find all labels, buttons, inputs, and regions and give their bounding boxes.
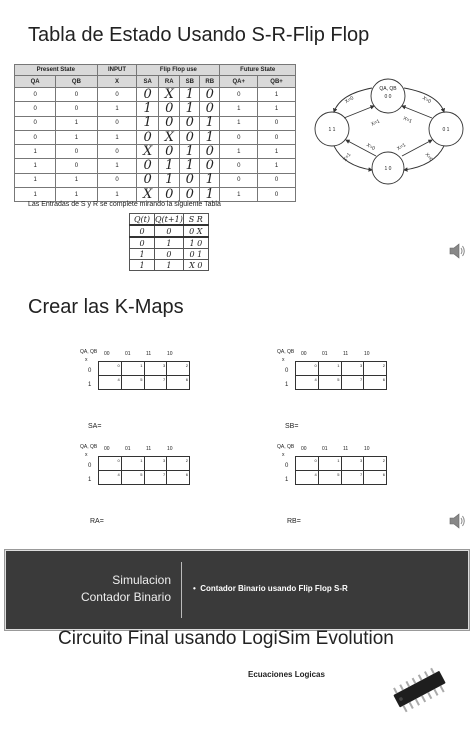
kmap-col-label: 10 [364, 446, 370, 452]
column-header: RA [158, 76, 180, 88]
table-cell: 1 [15, 145, 56, 159]
table-cell: 1 [220, 145, 258, 159]
table-row [15, 88, 296, 102]
kmap-grid: 0 1 3 2 4 5 7 6 [98, 456, 190, 485]
edge-label: X=0 [344, 95, 355, 105]
table-cell: 0 [56, 145, 97, 159]
excitation-table [129, 213, 209, 271]
kmap-col-label: 00 [301, 351, 307, 357]
table-cell: 0 [200, 159, 220, 173]
table-row [15, 173, 296, 187]
table-cell: 1 [130, 260, 155, 271]
kmap-col-label: 10 [167, 446, 173, 452]
table-cell: 0 [258, 173, 296, 187]
kmap-equation-label: RA= [90, 518, 104, 525]
table-cell: 1 [97, 159, 137, 173]
table-cell: 0 [180, 116, 200, 130]
table-cell: 0 1 [183, 249, 208, 260]
kmap-col-label: 01 [322, 446, 328, 452]
banner-divider [181, 562, 182, 618]
node-label: 1 1 [328, 127, 336, 133]
ecuaciones-label: Ecuaciones Logicas [248, 670, 325, 679]
kmap-grid: 0 1 3 2 4 5 7 6 [295, 361, 387, 390]
table-cell: 0 [15, 102, 56, 116]
table-cell: 0 [56, 102, 97, 116]
table-cell: 1 [220, 188, 258, 202]
table-cell: 0 [97, 116, 137, 130]
node-label: 0 0 [384, 94, 392, 100]
table-cell: X [158, 88, 180, 102]
circuit-title: Circuito Final usando LogiSim Evolution [58, 628, 394, 649]
column-header: SA [137, 76, 159, 88]
kmap-x-label: x [282, 357, 285, 363]
table-cell: 1 0 [183, 237, 208, 249]
banner-title: Simulacion [112, 573, 171, 587]
kmap-row-label: 1 [285, 382, 289, 388]
table-cell: 1 [97, 188, 137, 202]
kmap-x-label: x [85, 452, 88, 458]
table-cell: 0 [258, 130, 296, 144]
column-header: QA+ [220, 76, 258, 88]
kmap-col-label: 10 [364, 351, 370, 357]
table-cell: 1 [56, 130, 97, 144]
table-cell: 0 [155, 249, 184, 260]
table-cell: 1 [180, 88, 200, 102]
table-cell: X [158, 130, 180, 144]
table-cell: 1 [200, 116, 220, 130]
table-cell: 0 [130, 225, 155, 237]
table-cell: 1 [180, 102, 200, 116]
table-cell: 1 [180, 145, 200, 159]
table-cell: 1 [155, 260, 184, 271]
node-label: 1 0 [384, 166, 392, 172]
table-cell: 0 [56, 159, 97, 173]
table-cell: 1 [200, 173, 220, 187]
kmap-col-label: 01 [125, 351, 131, 357]
table-cell: 1 [155, 237, 184, 249]
table-cell: 1 [180, 159, 200, 173]
kmap-row-label: 1 [285, 477, 289, 483]
kmap-row-label: 0 [285, 368, 289, 374]
column-header: QB+ [258, 76, 296, 88]
kmap-rb [277, 444, 387, 524]
table-row [130, 225, 209, 237]
column-header: X [97, 76, 137, 88]
column-header: S R [183, 214, 208, 226]
note-text: Las Entradas de S y R se complete mirando la siguiente Tabla [28, 201, 221, 208]
table-cell: 1 [56, 116, 97, 130]
table-cell: 0 [15, 130, 56, 144]
kmap-col-label: 11 [146, 351, 152, 357]
table-row [130, 249, 209, 260]
table-row [15, 102, 296, 116]
table-cell: 1 [258, 145, 296, 159]
kmap-col-label: 00 [104, 351, 110, 357]
column-header: RB [200, 76, 220, 88]
table-cell: 1 [220, 102, 258, 116]
edge-label: X=1 [342, 151, 353, 163]
kmap-row-label: 1 [88, 382, 92, 388]
edge-label: X=0 [421, 95, 432, 105]
table-cell: 0 [220, 130, 258, 144]
table-cell: 0 [220, 173, 258, 187]
kmap-corner-label: QA, QB [80, 349, 98, 355]
kmap-row-label: 0 [285, 463, 289, 469]
state-table [14, 64, 296, 202]
table-cell: 1 [220, 116, 258, 130]
kmap-corner-label: QA, QB [277, 444, 295, 450]
edge-label: X=1 [402, 115, 413, 125]
kmap-equation-label: SB= [285, 423, 299, 430]
table-cell: 0 [15, 88, 56, 102]
node-label: QA, QB [379, 86, 397, 92]
table-cell: 1 [97, 130, 137, 144]
table-cell: 0 [130, 237, 155, 249]
table-row [130, 237, 209, 249]
table-cell: 0 [97, 173, 137, 187]
kmap-equation-label: SA= [88, 423, 102, 430]
group-header: Future State [220, 65, 296, 76]
kmap-col-label: 01 [125, 446, 131, 452]
group-header: Present State [15, 65, 98, 76]
table-cell: 0 [158, 188, 180, 202]
table-cell: 0 X [183, 225, 208, 237]
table-cell: 0 [258, 188, 296, 202]
table-cell: 1 [56, 188, 97, 202]
table-cell: 1 [158, 159, 180, 173]
column-header: Q(t+1) [155, 214, 183, 224]
kmap-sa [80, 349, 190, 429]
table-cell: 1 [200, 188, 220, 202]
table-cell: X [137, 188, 159, 202]
table-cell: 1 [258, 88, 296, 102]
table-cell: 0 [158, 102, 180, 116]
table-cell: 1 [137, 102, 159, 116]
table-cell: 0 [137, 88, 159, 102]
kmap-grid: 0 1 3 2 4 5 7 6 [295, 456, 387, 485]
kmap-col-label: 01 [322, 351, 328, 357]
page-title: Tabla de Estado Usando S-R-Flip Flop [28, 24, 370, 46]
table-cell: 0 [200, 88, 220, 102]
kmap-ra [80, 444, 190, 524]
simulation-banner [4, 549, 470, 631]
table-cell: X [137, 145, 159, 159]
kmap-row-label: 0 [88, 463, 92, 469]
transition-arrow [404, 146, 444, 170]
edge-label: X=0 [423, 151, 434, 163]
banner-subtitle: Contador Binario [80, 590, 171, 604]
table-cell: 0 [200, 145, 220, 159]
table-cell: 1 [137, 116, 159, 130]
table-cell: 0 [97, 88, 137, 102]
table-row [15, 116, 296, 130]
table-row [15, 188, 296, 202]
table-cell: 1 [200, 130, 220, 144]
table-cell: 1 [15, 159, 56, 173]
table-cell: 1 [258, 102, 296, 116]
table-cell: 1 [15, 188, 56, 202]
table-cell: 0 [137, 130, 159, 144]
kmap-col-label: 11 [343, 351, 349, 357]
kmap-x-label: x [85, 357, 88, 363]
kmap-corner-label: QA, QB [277, 349, 295, 355]
table-cell: 0 [137, 173, 159, 187]
table-cell: 0 [220, 88, 258, 102]
table-cell: 0 [56, 88, 97, 102]
transition-arrow [344, 106, 374, 118]
kmap-col-label: 10 [167, 351, 173, 357]
group-header: INPUT [97, 65, 137, 76]
table-cell: 0 [158, 116, 180, 130]
kmap-corner-label: QA, QB [80, 444, 98, 450]
table-cell: 1 [97, 102, 137, 116]
kmap-col-label: 00 [104, 446, 110, 452]
edge-label: X=1 [370, 118, 381, 128]
table-cell: 0 [220, 159, 258, 173]
table-cell: 0 [158, 145, 180, 159]
group-header: Flip Flop use [137, 65, 220, 76]
table-cell: 0 [180, 130, 200, 144]
column-header: QB [56, 76, 97, 88]
table-row [130, 260, 209, 271]
table-cell: 1 [15, 173, 56, 187]
table-cell: 1 [56, 173, 97, 187]
banner-bullet-text: Contador Binario usando Flip Flop S-R [200, 584, 348, 593]
table-cell: 0 [180, 173, 200, 187]
table-cell: 0 [258, 116, 296, 130]
table-cell: 1 [158, 173, 180, 187]
edge-label: X=1 [396, 142, 407, 152]
kmap-row-label: 0 [88, 368, 92, 374]
table-row [15, 130, 296, 144]
table-cell: 0 [15, 116, 56, 130]
ic-chip-icon [386, 664, 454, 716]
node-label: 0 1 [442, 127, 450, 133]
column-header: Q(t) [130, 214, 155, 226]
edge-label: X=0 [365, 142, 376, 152]
transition-arrow [334, 146, 372, 170]
kmap-x-label: x [282, 452, 285, 458]
speaker-icon[interactable] [448, 513, 466, 529]
kmap-row-label: 1 [88, 477, 92, 483]
speaker-icon[interactable] [448, 243, 466, 259]
table-row [15, 159, 296, 173]
column-header: QA [15, 76, 56, 88]
kmap-col-label: 11 [146, 446, 152, 452]
banner-bullet: • Contador Binario usando Flip Flop S-R [193, 584, 348, 593]
kmap-grid: 0 1 3 2 4 5 7 6 [98, 361, 190, 390]
state-diagram [310, 76, 470, 186]
kmap-col-label: 00 [301, 446, 307, 452]
table-cell: 0 [155, 225, 184, 237]
column-header: SB [180, 76, 200, 88]
table-cell: 0 [137, 159, 159, 173]
kmap-equation-label: RB= [287, 518, 301, 525]
table-cell: 1 [258, 159, 296, 173]
table-cell: X 0 [183, 260, 208, 271]
kmap-col-label: 11 [343, 446, 349, 452]
kmap-sb [277, 349, 387, 429]
table-row [15, 145, 296, 159]
table-cell: 1 [130, 249, 155, 260]
kmaps-title: Crear las K-Maps [28, 296, 184, 318]
table-cell: 0 [200, 102, 220, 116]
table-cell: 0 [180, 188, 200, 202]
table-cell: 0 [97, 145, 137, 159]
